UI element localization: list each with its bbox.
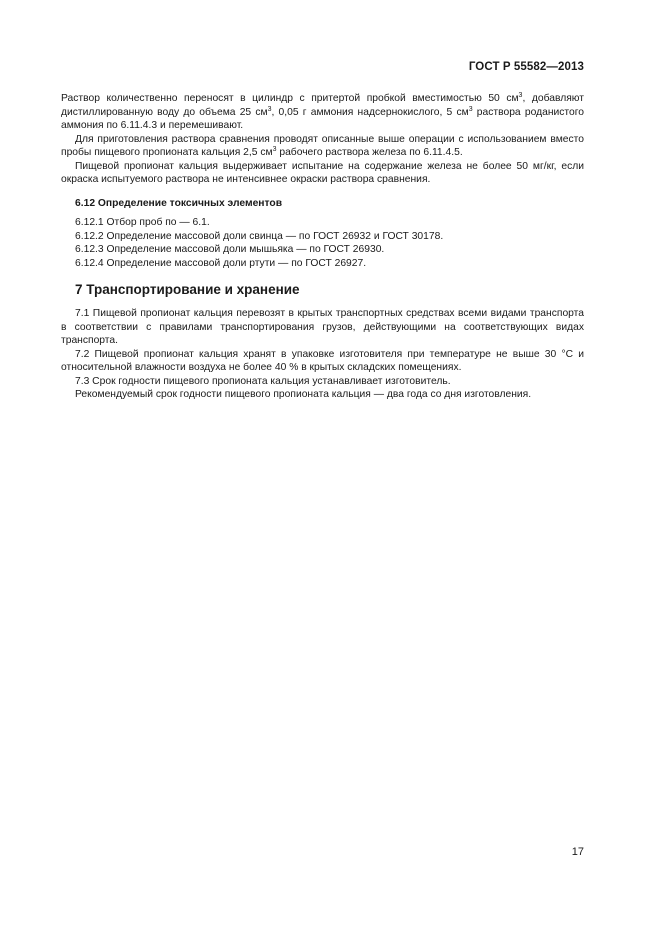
list-item-6-12-2: 6.12.2 Определение массовой доли свинца — по ГОСТ 26932 и ГОСТ 30178. bbox=[75, 230, 444, 242]
list-item-6-12-4: 6.12.4 Определение массовой доли ртути — по ГОСТ 26927. bbox=[75, 257, 367, 269]
paragraph-7-2: 7.2 Пищевой пропионат кальция хранят в упаковке изготовителя при температуре не выше 30 °С и относительной влажности воздуха не более 40 % в крытых складских помещениях. bbox=[61, 348, 584, 373]
superscript: 3 bbox=[518, 92, 523, 99]
paragraph-iron-test-result: Пищевой пропионат кальция выдерживает испытание на содержание железа не более 50 мг/кг, если окраска испытуемого раствора не интенсивнее окраски раствора сравнения. bbox=[61, 160, 584, 185]
paragraph-comparison-solution bbox=[61, 133, 584, 160]
text-run: рабочего раствора железа по 6.11.4.5. bbox=[276, 147, 463, 158]
superscript: 3 bbox=[272, 146, 277, 153]
list-item-6-12-3: 6.12.3 Определение массовой доли мышьяка — по ГОСТ 26930. bbox=[75, 244, 385, 255]
paragraph-7-1: 7.1 Пищевой пропионат кальция перевозят в крытых транспортных средствах всеми видами транспорта в соответствии с правилами транспортирования грузов, действующими на соответствующих видах транспорта. bbox=[61, 308, 584, 346]
text-run: Раствор количественно переносят в цилиндр с притертой пробкой вместимостью 50 см bbox=[61, 93, 519, 104]
superscript: 3 bbox=[267, 105, 272, 113]
text-run: раствора роданистого аммония по 6.11.4.3 и перемешивают. bbox=[61, 106, 584, 131]
text-run: , добавляют дистиллированную воду до объема 25 см bbox=[61, 93, 585, 118]
paragraph-shelf-life: Рекомендуемый срок годности пищевого пропионата кальция — два года со дня изготовления. bbox=[75, 389, 532, 400]
paragraph-7-3: 7.3 Срок годности пищевого пропионата кальция устанавливает изготовитель. bbox=[75, 375, 451, 387]
section-heading-6-12: 6.12 Определение токсичных элементов bbox=[75, 197, 283, 209]
list-item-6-12-1: 6.12.1 Отбор проб по — 6.1. bbox=[75, 217, 210, 228]
document-code: ГОСТ Р 55582—2013 bbox=[468, 61, 584, 73]
section-heading-7: 7 Транспортирование и хранение bbox=[75, 282, 300, 297]
page-body bbox=[61, 92, 584, 402]
page-number: 17 bbox=[571, 846, 584, 858]
text-run: Для приготовления раствора сравнения проводят описанные выше операции с использованием вместо пробы пищевого пропионата кальция 2,5 см bbox=[61, 133, 584, 158]
paragraph-solution-transfer bbox=[61, 92, 584, 133]
superscript: 3 bbox=[468, 105, 473, 113]
text-run: , 0,05 г аммония надсернокислого, 5 см bbox=[271, 106, 469, 118]
